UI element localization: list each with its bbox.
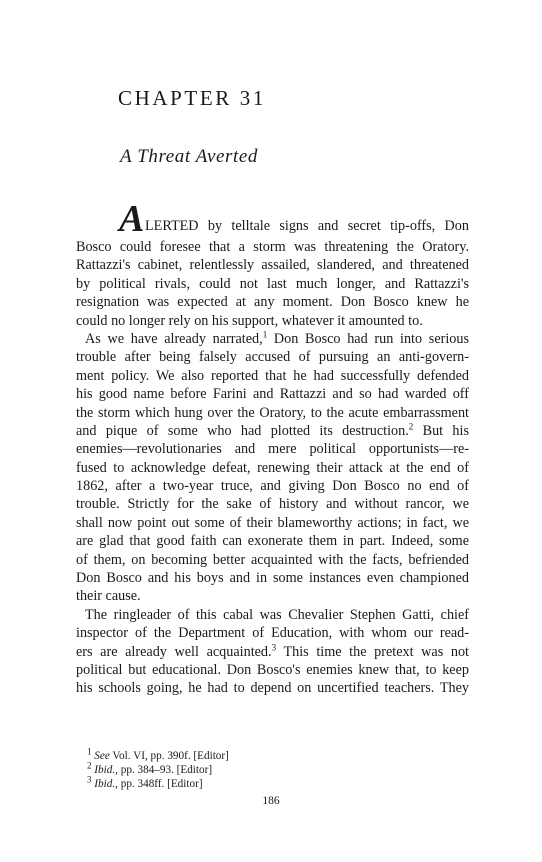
body-line: trouble after being falsely accused of pursuing an anti-govern- [76, 349, 469, 366]
footnote-italic: See [94, 750, 110, 762]
body-line: Don Bosco and his boys and in some instances even championed [76, 570, 469, 587]
body-line: Rattazzi's cabinet, relentlessly assailed, slandered, and threatened [76, 257, 469, 274]
body-line: the storm which hung over the Oratory, to the acute embarrassment [76, 404, 469, 421]
body-line: of them, on becoming better acquainted with the facts, befriended [76, 551, 469, 568]
body-line: enemies—revolutionaries and mere political opportunists—re- [76, 441, 469, 458]
chapter-number: CHAPTER 31 [118, 86, 266, 110]
text-run: and pique of some who had plotted its destruction. [76, 422, 409, 439]
footnote-number: 1 [87, 746, 92, 757]
body-line: Bosco could foresee that a storm was threatening the Oratory. [76, 239, 469, 255]
footnote-ref: 1 [262, 329, 268, 340]
footnote [87, 760, 229, 777]
text-run: ers are already well acquainted. [76, 643, 272, 660]
text-run: But his [413, 422, 469, 439]
body-line: trouble. Strictly for the sake of history and without rancor, we [76, 496, 469, 513]
body-line: his good name before Farini and Rattazzi and so had warded off [76, 386, 469, 403]
footnote-text: pp. 384–93. [Editor] [117, 764, 213, 776]
body-line: political but educational. Don Bosco's enemies knew that, to keep [76, 661, 469, 678]
body-line: inspector of the Department of Education, with whom our read- [76, 625, 469, 642]
text-run: Don Bosco had run into serious [267, 330, 469, 347]
first-line [76, 198, 469, 240]
body-line [76, 643, 469, 661]
body-line: resignation was expected at any moment. Don Bosco knew he [76, 294, 469, 311]
body-line [76, 422, 469, 440]
footnote-number: 3 [87, 774, 92, 785]
body-line [76, 330, 469, 348]
body-line: fused to acknowledge defeat, renewing their attack at the end of [76, 459, 469, 476]
footnote-text: Vol. VI, pp. 390f. [Editor] [109, 750, 229, 762]
body-line: The ringleader of this cabal was Chevalier Stephen Gatti, chief [85, 606, 469, 623]
page-number: 186 [262, 795, 280, 807]
body-line: shall now point out some of their blameworthy actions; in fact, we [76, 514, 469, 531]
body-line: ment policy. We also reported that he had successfully defended [76, 367, 469, 384]
text-run: This time the pretext was not [276, 643, 469, 660]
footnote [87, 746, 229, 763]
chapter-title: A Threat Averted [120, 146, 259, 167]
body-line: could no longer rely on his support, whatever it amounted to. [76, 312, 423, 329]
body-line: their cause. [76, 588, 141, 605]
footnote-number: 2 [87, 760, 92, 771]
text-run: As we have already narrated, [85, 330, 263, 347]
footnotes [87, 746, 229, 791]
body-line: by political rivals, could not last much longer, and Rattazzi's [76, 275, 469, 292]
footnote-italic: Ibid., [94, 778, 118, 790]
drop-cap: A [119, 198, 145, 240]
footnote-text: pp. 348ff. [Editor] [117, 778, 203, 790]
body-line: his schools going, he had to depend on uncertified teachers. They [76, 680, 469, 697]
footnote [87, 774, 229, 791]
footnote-ref: 3 [271, 642, 277, 652]
footnote-ref: 2 [408, 421, 414, 432]
body-line: are glad that good faith can exonerate them in part. Indeed, some [76, 533, 469, 550]
body-line: 1862, after a two-year truce, and giving Don Bosco no end of [76, 478, 469, 495]
footnote-italic: Ibid., [94, 764, 118, 776]
body-text [76, 198, 469, 698]
first-line-text: LERTED by telltale signs and secret tip-offs, Don [145, 218, 469, 234]
